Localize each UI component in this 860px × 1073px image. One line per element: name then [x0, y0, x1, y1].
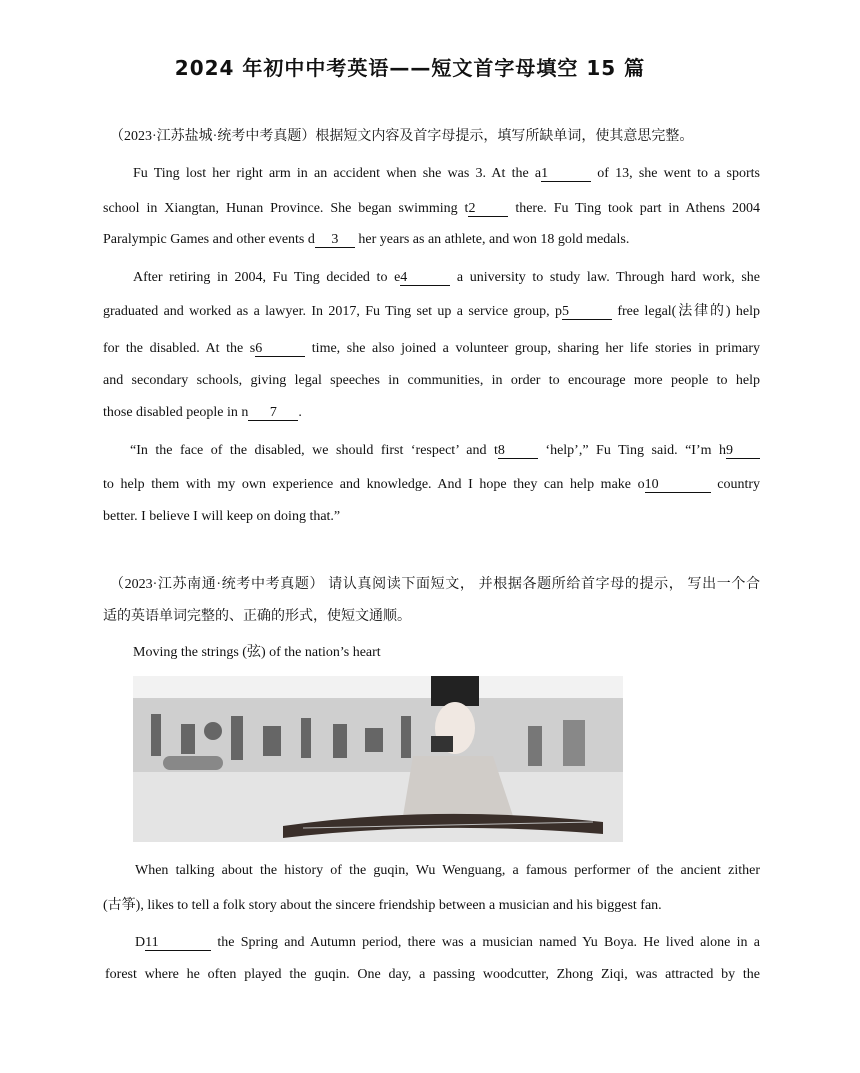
blank-1[interactable]: 1	[541, 166, 591, 182]
passage1-line: and secondary schools, giving legal speeches in communities, in order to encourage more people to help	[103, 373, 760, 388]
blank-4[interactable]: 4	[400, 270, 450, 286]
passage2-source: （2023·江苏南通·统考中考真题） 请认真阅读下面短文， 并根据各题所给首字母的提示， 写出一个合	[110, 577, 760, 592]
passage2-line: D11 the Spring and Autumn period, there was a musician named Yu Boya. He lived alone in a	[135, 935, 760, 950]
passage1-line: for the disabled. At the s6 time, she also joined a volunteer group, sharing her life stories in primary	[103, 341, 760, 356]
passage2-heading: Moving the strings (弦) of the nation’s heart	[133, 645, 381, 660]
blank-8[interactable]: 8	[498, 443, 538, 459]
passage2-line: When talking about the history of the guqin, Wu Wenguang, a famous performer of the ancient zither	[135, 863, 760, 878]
passage1-line: graduated and worked as a lawyer. In 2017, Fu Ting set up a service group, p5 free legal(法律的) help	[103, 304, 760, 319]
passage1-line: to help them with my own experience and knowledge. And I hope they can help make o10 country	[103, 477, 761, 492]
passage1-line: Fu Ting lost her right arm in an accident when she was 3. At the a1 of 13, she went to a sports	[133, 166, 760, 181]
blank-7[interactable]: 7	[248, 405, 298, 421]
guqin-performance-photo	[133, 676, 623, 842]
passage1-line: “In the face of the disabled, we should first ‘respect’ and t8 ‘help’,” Fu Ting said. “I’m h9	[103, 441, 760, 461]
blank-10[interactable]: 10	[645, 477, 711, 493]
passage1-line: better. I believe I will keep on doing that.”	[103, 509, 341, 524]
blank-6[interactable]: 6	[255, 341, 305, 357]
passage1-line: Paralympic Games and other events d 3 her years as an athlete, and won 18 gold medals.	[103, 232, 630, 247]
blank-2[interactable]: 2	[468, 201, 508, 217]
passage2-line: forest where he often played the guqin. One day, a passing woodcutter, Zhong Ziqi, was attracted by the	[105, 967, 760, 982]
passage1-line: school in Xiangtan, Hunan Province. She began swimming t2 there. Fu Ting took part in Athens 2004	[103, 201, 760, 216]
passage2-line: (古筝), likes to tell a folk story about the sincere friendship between a musician and his biggest fan.	[103, 898, 662, 913]
passage1-line: those disabled people in n 7 .	[103, 405, 302, 420]
passage2-source: 适的英语单词完整的、正确的形式，使短文通顺。	[103, 609, 411, 624]
blank-3[interactable]: 3	[315, 232, 355, 248]
blank-5[interactable]: 5	[562, 304, 612, 320]
passage1-source: （2023·江苏盐城·统考中考真题）根据短文内容及首字母提示，填写所缺单词，使其意思完整。	[110, 129, 694, 144]
blank-9[interactable]: 9	[726, 443, 760, 459]
page-title: 2024 年初中中考英语——短文首字母填空 15 篇	[174, 56, 646, 80]
passage1-line: After retiring in 2004, Fu Ting decided to e4 a university to study law. Through hard work, she	[133, 270, 760, 285]
blank-11[interactable]: 11	[145, 935, 211, 951]
